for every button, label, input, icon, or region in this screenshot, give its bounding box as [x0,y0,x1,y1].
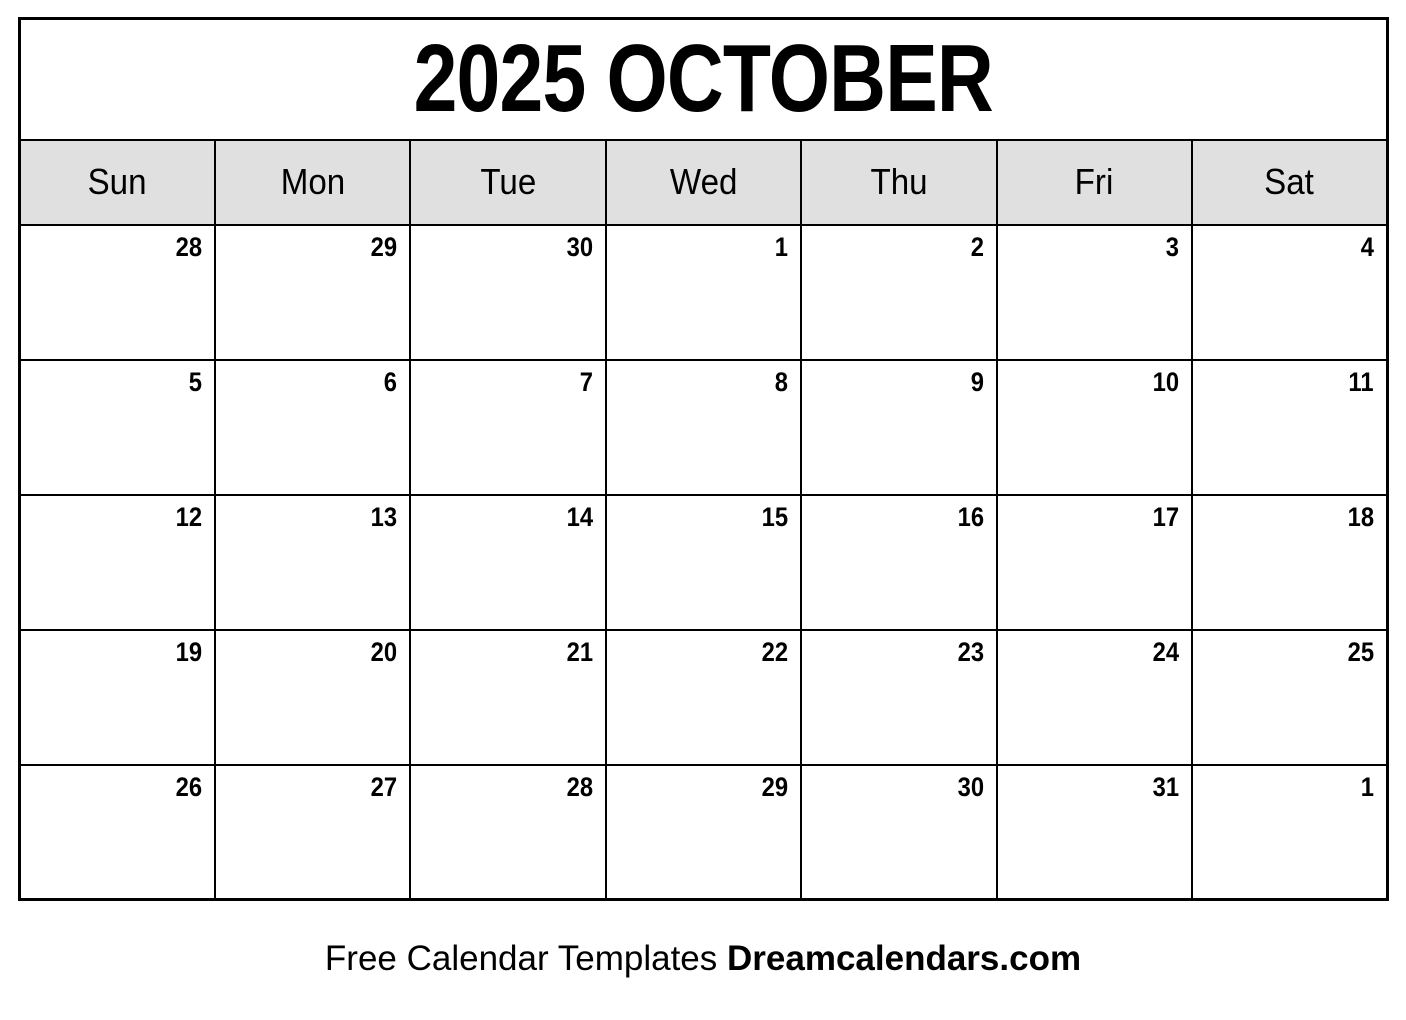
date-cell [20,630,215,765]
date-number: 3 [1165,231,1180,262]
date-cell [20,765,215,900]
date-number: 24 [1152,636,1180,667]
week-row-3 [20,495,1388,630]
weekday-header-row [20,140,1388,225]
date-cell [410,360,605,495]
date-cell [1192,360,1387,495]
calendar-grid [18,17,1389,901]
date-number: 4 [1360,231,1374,262]
date-cell [215,495,410,630]
date-cell [997,630,1192,765]
date-cell [215,630,410,765]
weekday-label: Fri [1075,161,1114,202]
date-cell [410,225,605,360]
week-row-1 [20,225,1388,360]
date-number: 26 [175,771,202,802]
date-cell [1192,765,1387,900]
date-number: 7 [579,366,593,397]
date-number: 27 [370,771,398,802]
week-row-4 [20,630,1388,765]
date-number: 10 [1152,366,1180,397]
date-number: 13 [370,501,398,532]
date-number: 31 [1152,771,1180,802]
date-cell [801,765,996,900]
date-number: 25 [1347,636,1374,667]
date-number: 5 [188,366,202,397]
date-cell [215,360,410,495]
date-number: 8 [774,366,789,397]
title-row [20,19,1388,140]
date-cell [20,360,215,495]
date-cell [997,225,1192,360]
date-number: 28 [566,771,593,802]
week-row-2 [20,360,1388,495]
date-number: 30 [566,231,593,262]
date-cell [997,495,1192,630]
date-number: 1 [1360,771,1374,802]
date-number: 2 [970,231,984,262]
weekday-header-sun [20,140,215,225]
date-number: 12 [175,501,202,532]
week-row-5 [20,765,1388,900]
date-number: 17 [1152,501,1180,532]
date-number: 6 [384,366,398,397]
date-cell [801,495,996,630]
date-number: 15 [761,501,789,532]
date-cell [606,495,801,630]
date-number: 9 [970,366,984,397]
date-cell [606,225,801,360]
date-cell [801,630,996,765]
date-cell [20,495,215,630]
date-number: 1 [774,231,789,262]
weekday-header-mon [215,140,410,225]
date-cell [997,360,1192,495]
date-cell [997,765,1192,900]
weekday-label: Sun [87,161,147,202]
weekday-label: Wed [669,161,738,202]
date-cell [801,225,996,360]
weekday-header-thu [801,140,996,225]
date-cell [1192,630,1387,765]
weekday-header-sat [1192,140,1387,225]
date-number: 20 [370,636,398,667]
date-cell [606,360,801,495]
weekday-header-fri [997,140,1192,225]
date-cell [1192,495,1387,630]
date-number: 18 [1347,501,1374,532]
date-cell [606,765,801,900]
date-cell [410,630,605,765]
footer-brand-link[interactable]: Dreamcalendars.com [727,939,1082,978]
date-cell [20,225,215,360]
date-cell [1192,225,1387,360]
date-number: 23 [957,636,984,667]
date-number: 22 [761,636,789,667]
date-number: 30 [957,771,984,802]
date-cell [410,495,605,630]
weekday-label: Tue [480,161,536,202]
footer [0,936,1406,982]
date-number: 29 [370,231,398,262]
title-cell [20,19,1388,140]
calendar [18,17,1389,901]
weekday-header-wed [606,140,801,225]
date-cell [801,360,996,495]
date-number: 16 [957,501,984,532]
weekday-header-tue [410,140,605,225]
weekday-label: Mon [280,161,345,202]
date-number: 11 [1348,366,1374,397]
weekday-label: Sat [1264,161,1315,202]
date-number: 14 [566,501,593,532]
date-cell [215,765,410,900]
date-number: 28 [175,231,202,262]
date-cell [215,225,410,360]
date-number: 19 [175,636,202,667]
date-number: 29 [761,771,789,802]
page-title: 2025 OCTOBER [413,25,994,133]
date-cell [410,765,605,900]
date-number: 21 [566,636,593,667]
date-cell [606,630,801,765]
footer-text: Free Calendar Templates [324,939,718,978]
weekday-label: Thu [870,161,928,202]
